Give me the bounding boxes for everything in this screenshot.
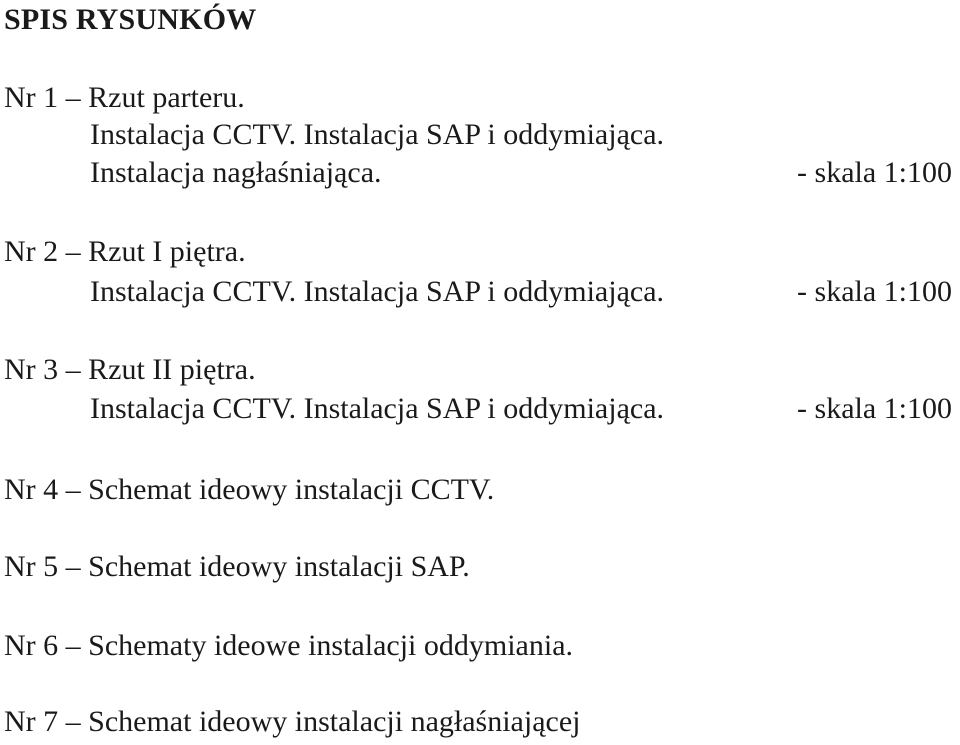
- entry-5-heading: Nr 5 – Schemat ideowy instalacji SAP.: [4, 550, 470, 583]
- entry-7-heading: Nr 7 – Schemat ideowy instalacji nagłaśniającej: [4, 705, 581, 738]
- document-title: SPIS RYSUNKÓW: [4, 3, 257, 36]
- entry-4-heading: Nr 4 – Schemat ideowy instalacji CCTV.: [4, 473, 495, 506]
- entry-3-scale: - skala 1:100: [797, 392, 952, 425]
- entry-1-scale: - skala 1:100: [797, 156, 952, 189]
- entry-2-scale: - skala 1:100: [797, 275, 952, 308]
- entry-3-line-1: Instalacja CCTV. Instalacja SAP i oddymiająca.: [90, 392, 665, 425]
- entry-6-heading: Nr 6 – Schematy ideowe instalacji oddymiania.: [4, 629, 574, 662]
- entry-3-heading: Nr 3 – Rzut II piętra.: [4, 353, 256, 386]
- entry-1-heading: Nr 1 – Rzut parteru.: [4, 81, 245, 114]
- entry-1-line-1: Instalacja CCTV. Instalacja SAP i oddymiająca.: [90, 118, 665, 151]
- entry-1-line-2: Instalacja nagłaśniająca.: [90, 156, 382, 189]
- entry-2-heading: Nr 2 – Rzut I piętra.: [4, 235, 246, 268]
- entry-2-line-1: Instalacja CCTV. Instalacja SAP i oddymiająca.: [90, 275, 665, 308]
